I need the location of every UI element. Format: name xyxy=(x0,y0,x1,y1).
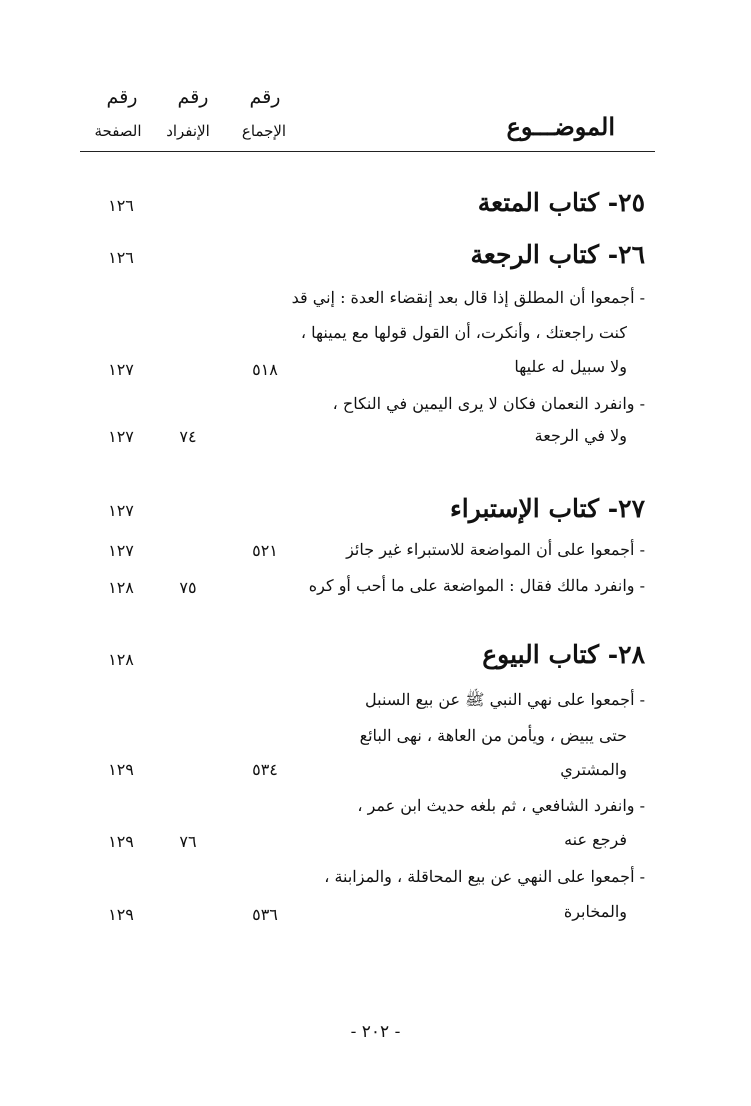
ijma-number: ٥٣٤ xyxy=(252,760,278,779)
header-raqm-page: رقم xyxy=(106,86,138,108)
entry-line: والمشتري xyxy=(560,760,627,779)
header-raqm-ijma: رقم xyxy=(249,86,281,108)
entry-line: - أجمعوا على النهي عن بيع المحاقلة ، والمزابنة ، xyxy=(324,867,645,886)
entry-line: - أجمعوا على أن المواضعة للاستبراء غير جائز xyxy=(346,540,645,559)
ijma-number: ٥٣٦ xyxy=(252,905,278,924)
page-number: ١٢٧ xyxy=(108,541,134,560)
entry-line: حتى يبيض ، ويأمن من العاهة ، نهى البائع xyxy=(359,726,627,745)
chapter-title: ٢٨- كتاب البيوع xyxy=(482,640,645,669)
chapter-title: ٢٦- كتاب الرجعة xyxy=(470,240,645,269)
entry-line: ولا سبيل له عليها xyxy=(514,357,627,376)
entry-line: - وانفرد النعمان فكان لا يرى اليمين في النكاح ، xyxy=(332,394,645,413)
entry-line: - أجمعوا أن المطلق إذا قال بعد إنقضاء العدة : إني قد xyxy=(291,288,645,307)
entry-line: فرجع عنه xyxy=(564,830,627,849)
page-number: ١٢٩ xyxy=(108,760,134,779)
header-col-page: الصفحة xyxy=(94,122,142,140)
header-raqm-ifrad: رقم xyxy=(177,86,209,108)
page-number: ١٢٧ xyxy=(108,427,134,446)
page-number: ١٢٧ xyxy=(108,360,134,379)
chapter-page-number: ١٢٦ xyxy=(108,196,134,215)
ifrad-number: ٧٦ xyxy=(179,832,197,851)
entry-line: والمخابرة xyxy=(563,902,627,921)
header-col-ifrad: الإنفراد xyxy=(166,122,210,140)
page-number: ١٢٨ xyxy=(108,578,134,597)
header-topic: الموضـــوع xyxy=(506,112,615,141)
chapter-title: ٢٥- كتاب المتعة xyxy=(477,188,645,217)
ifrad-number: ٧٥ xyxy=(179,578,197,597)
page-number: ١٢٩ xyxy=(108,905,134,924)
entry-line: - أجمعوا على نهي النبي ﷺ عن بيع السنبل xyxy=(365,690,645,709)
chapter-page-number: ١٢٦ xyxy=(108,248,134,267)
entry-line: - وانفرد مالك فقال : المواضعة على ما أحب أو كره xyxy=(308,576,645,595)
entry-line: كنت راجعتك ، وأنكرت، أن القول قولها مع يمينها ، xyxy=(300,323,627,342)
header-col-ijma: الإجماع xyxy=(241,122,287,140)
chapter-page-number: ١٢٨ xyxy=(108,650,134,669)
page-number: ١٢٩ xyxy=(108,832,134,851)
entry-line: ولا في الرجعة xyxy=(534,426,627,445)
ijma-number: ٥٢١ xyxy=(252,541,278,560)
footer-page-number: - ٢٠٢ - xyxy=(350,1022,401,1042)
chapter-title: ٢٧- كتاب الإستبراء xyxy=(450,494,645,523)
chapter-page-number: ١٢٧ xyxy=(108,501,134,520)
entry-line: - وانفرد الشافعي ، ثم بلغه حديث ابن عمر ، xyxy=(357,796,645,815)
ifrad-number: ٧٤ xyxy=(179,427,197,446)
ijma-number: ٥١٨ xyxy=(252,360,278,379)
header-divider xyxy=(80,151,655,152)
